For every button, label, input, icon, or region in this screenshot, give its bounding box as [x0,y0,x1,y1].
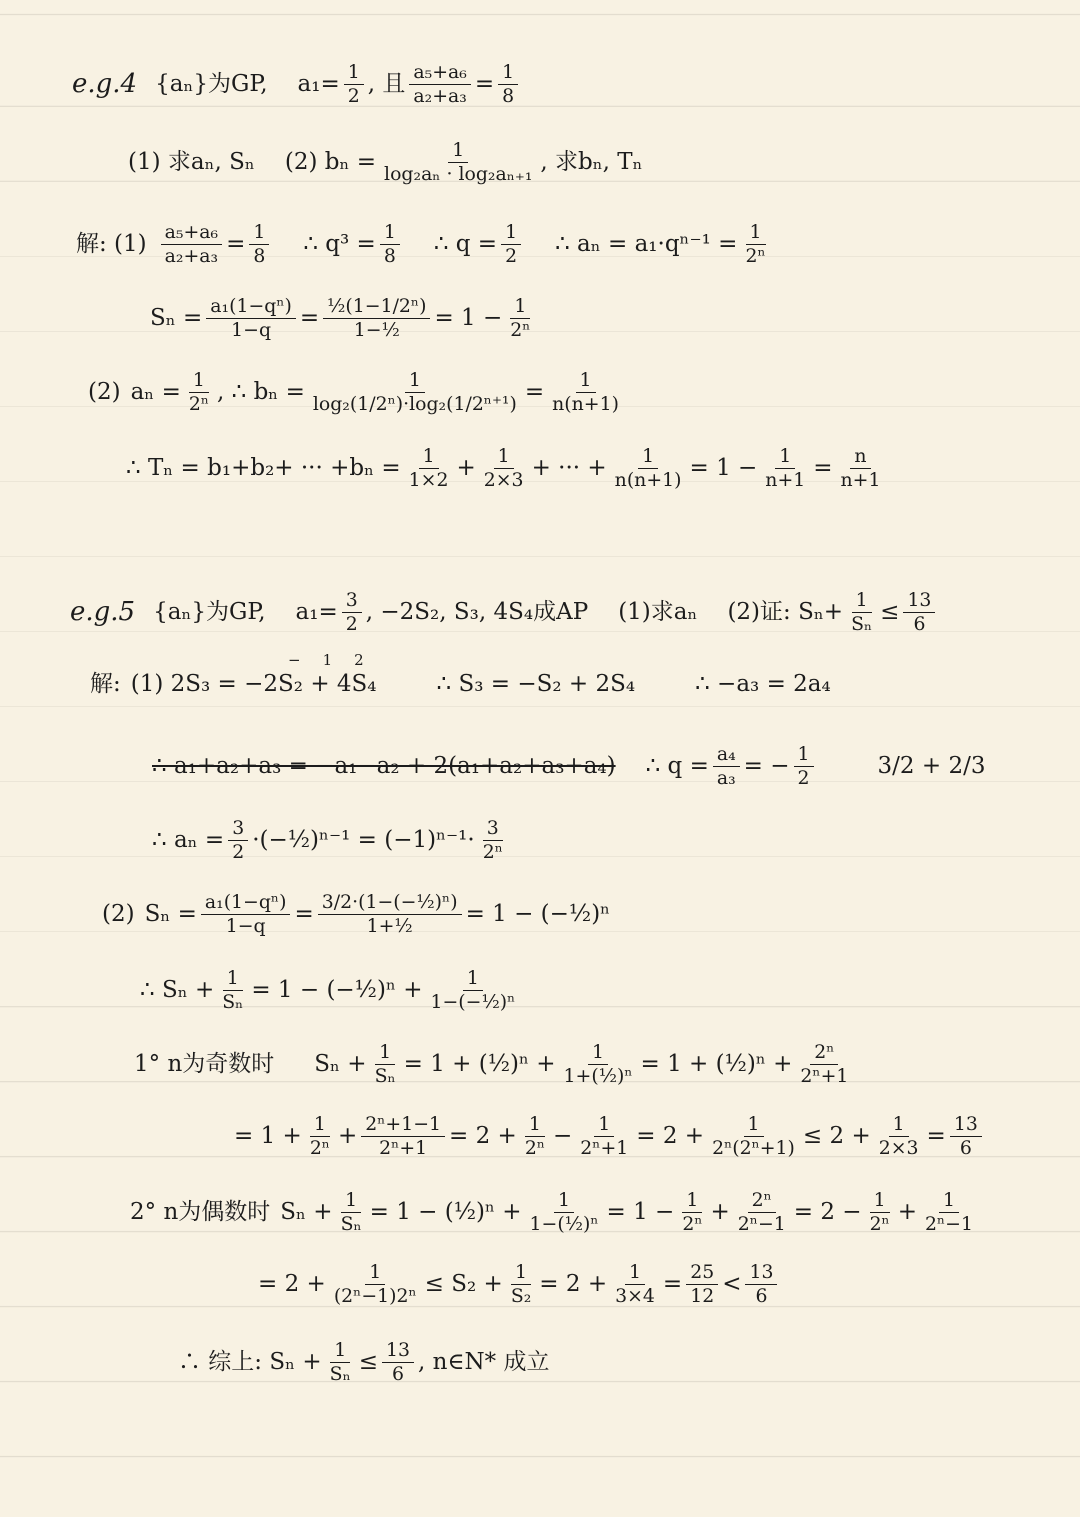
eg4-questions [128,140,1080,184]
fraction: $\frac{n}{n+1}$ [840,445,881,491]
fraction: $\frac{1}{\text{Sₙ}}$ [374,1041,396,1087]
side-note: 3/2 + 2/3 [877,752,986,779]
fraction: $\frac{1}{\text{2ⁿ}}$ [510,295,531,341]
fraction: $\frac{1}{\text{Sₙ}}$ [329,1339,351,1385]
fraction: $\frac{1}{\text{Sₙ}}$ [222,967,244,1013]
fraction: $\frac{1}{\text{2ⁿ}}$ [188,369,210,415]
fraction: $\frac{1}{8}$ [249,222,269,266]
fraction: $\frac{1}{\text{1−(½)ⁿ}}$ [529,1189,599,1235]
eg4-question-1: (1) 求aₙ, Sₙ [128,148,255,175]
fraction: $\frac{13}{6}$ [382,1340,414,1384]
fraction: $\frac{13}{6}$ [950,1114,982,1158]
solution-label: 解: (1) [76,230,147,257]
fraction: $\frac{13}{6}$ [745,1262,777,1306]
fraction: $\frac{1}{\text{log₂aₙ · log₂aₙ₊₁}}$ [384,139,533,185]
eg5-question-2: (2)证: Sₙ+ [727,598,844,625]
eg5-sum: ∴ Sₙ + $\frac{1}{\text{Sₙ}}$ = 1 − (−½)ⁿ + $\frac{1}{\text{1−(−½)ⁿ}}$ [140,968,1080,1012]
fraction: $\frac{1}{\text{Sₙ}}$ [851,589,873,635]
eg5-case-odd: 1° n为奇数时 Sₙ + $\frac{1}{\text{Sₙ}}$ = 1 + (½)ⁿ + $\frac{1}{\text{1+(½)ⁿ}}$ = 1 + (½)ⁿ + $\frac{\text{2ⁿ}}{\text{2ⁿ+1}}$ [134,1042,1080,1086]
fraction: $\frac{1}{\text{2ⁿ+1}}$ [580,1113,629,1159]
fraction: $\frac{3}{2}$ [228,818,248,862]
fraction: $\frac{1}{2}$ [794,744,814,788]
fraction: $\frac{1}{8}$ [380,222,400,266]
fraction: $\frac{1}{\text{(2ⁿ−1)2ⁿ}}$ [333,1261,417,1307]
eg5-problem: e.g.5 {aₙ}为GP, a₁= $\frac{3}{2}$ , −2S₂, S₃, 4S₄成AP (1)求aₙ (2)证: Sₙ+ $\frac{1}{\text{Sₙ}}$ ≤ $\frac{13}{6}$ [70,590,1080,634]
fraction: $\frac{1}{\text{2ⁿ}}$ [524,1113,546,1159]
eg5-case-even: 2° n为偶数时 Sₙ + $\frac{1}{\text{Sₙ}}$ = 1 − (½)ⁿ + $\frac{1}{\text{1−(½)ⁿ}}$ = 1 − $\frac{1}{\text{2ⁿ}}$ + $\frac{\text{2ⁿ}}{\text{2ⁿ−1}}$ = 2 − $\frac{1}{\text{2ⁿ}}$ + $\frac{1}{\text{2ⁿ−1}}$ [130,1190,1080,1234]
fraction: $\frac{1}{n(n+1)}$ [552,369,619,415]
eg5-case-odd-cont: = 1 + $\frac{1}{\text{2ⁿ}}$ + $\frac{\text{2ⁿ+1−1}}{\text{2ⁿ+1}}$ = 2 + $\frac{1}{\text{2ⁿ}}$ − $\frac{1}{\text{2ⁿ+1}}$ = 2 + $\frac{1}{\text{2ⁿ(2ⁿ+1)}}$ ≤ 2 + $\frac{1}{2\times 3}$ = $\frac{13}{6}$ [234,1114,1080,1158]
fraction: $\frac{1}{\text{1+(½)ⁿ}}$ [563,1041,633,1087]
eg4-solution-2: (2) aₙ = $\frac{1}{\text{2ⁿ}}$ , ∴ bₙ = $\frac{1}{\text{log₂(1/2ⁿ)·log₂(1/2ⁿ⁺¹)}}$ = $\frac{1}{n(n+1)}$ [88,370,1080,414]
fraction: $\frac{\text{a₁(1−qⁿ)}}{1-q}$ [201,892,291,936]
fraction: $\frac{1}{\text{1−(−½)ⁿ}}$ [430,967,516,1013]
fraction: $\frac{1}{\text{2ⁿ}}$ [682,1189,703,1235]
fraction: $\frac{1}{\text{2ⁿ(2ⁿ+1)}}$ [712,1113,795,1159]
eg4-set: {aₙ}为GP, [155,70,268,97]
fraction: $\frac{\text{3/2·(1−(−½)ⁿ)}}{\text{1+½}}$ [318,892,462,936]
eg5-marks: −1 2 [288,651,386,669]
eg5-solution-2: ∴ a₁+a₂+a₃ = −a₁−a₂ + 2(a₁+a₂+a₃+a₄) ∴ q = $\frac{\text{a₄}}{\text{a₃}}$ = − $\frac{1}{2}$ 3/2 + 2/3 [152,743,986,789]
fraction: $\frac{1}{2\times 3}$ [878,1113,919,1159]
eg4-tn: ∴ Tₙ = b₁+b₂+ ··· +bₙ = $\frac{1}{1\times 2}$ + $\frac{1}{2\times 3}$ + ··· + $\frac{1}{n(n+1)}$ = 1 − $\frac{1}{n+1}$ = $\frac{n}{n+1}$ [126,446,1080,490]
fraction: $\frac{\text{2ⁿ}}{\text{2ⁿ−1}}$ [737,1189,786,1235]
fraction: $\frac{\text{a₅+a₆}}{\text{a₂+a₃}}$ [409,62,470,106]
fraction: $\frac{1}{\text{S₂}}$ [510,1261,532,1307]
fraction: $\frac{1}{\text{2ⁿ−1}}$ [925,1189,973,1235]
fraction: $\frac{\text{a₁(1−qⁿ)}}{1-q}$ [206,296,296,340]
eg5-an: ∴ aₙ = $\frac{3}{2}$ ·(−½)ⁿ⁻¹ = (−1)ⁿ⁻¹· $\frac{3}{\text{2ⁿ}}$ [152,818,1080,862]
fraction: $\frac{1}{2\times 3}$ [483,445,524,491]
eg5-solution-1: 解: (1) 2S₃ = −2S₂ + 4S₄ ∴ S₃ = −S₂ + 2S₄ ∴ −a₃ = 2a₄ [90,671,831,697]
eg4-sn: Sₙ = $\frac{\text{a₁(1−qⁿ)}}{1-q}$ = $\frac{\text{½(1−1/2ⁿ)}}{\text{1−½}}$ = 1 − $\frac{1}{\text{2ⁿ}}$ [150,296,1080,340]
eg4-solution-1: 解: (1) $\frac{\text{a₅+a₆}}{\text{a₂+a₃}}$ = $\frac{1}{8}$ ∴ q³ = $\frac{1}{8}$ ∴ q = $\frac{1}{2}$ ∴ aₙ = a₁·qⁿ⁻¹ = $\frac{1}{\text{2ⁿ}}$ [76,222,1080,266]
eg5-tag: e.g.5 [70,596,136,627]
eg4-problem: e.g.4 {aₙ}为GP, a₁= $\frac{1}{2}$ , 且 $\frac{\text{a₅+a₆}}{\text{a₂+a₃}}$ = $\frac{1}{8}$ [72,62,1080,106]
fraction: $\frac{\text{a₅+a₆}}{\text{a₂+a₃}}$ [161,222,222,266]
eg5-question-1: (1)求aₙ [618,598,698,625]
eg4-tag: e.g.4 [72,68,138,99]
fraction: $\frac{1}{3\times 4}$ [615,1261,655,1307]
fraction: $\frac{13}{6}$ [903,590,935,634]
fraction: $\frac{\text{2ⁿ+1−1}}{\text{2ⁿ+1}}$ [361,1114,445,1158]
fraction: $\frac{1}{\text{2ⁿ}}$ [745,221,766,267]
solution-label: 解: [90,671,121,697]
fraction: $\frac{1}{\text{Sₙ}}$ [340,1189,362,1235]
fraction: $\frac{25}{12}$ [686,1262,718,1306]
fraction: $\frac{1}{2}$ [501,222,521,266]
fraction: $\frac{1}{\text{2ⁿ}}$ [309,1113,330,1159]
fraction: $\frac{1}{n+1}$ [765,445,806,491]
fraction: $\frac{\text{a₄}}{\text{a₃}}$ [713,744,740,788]
fraction: $\frac{1}{8}$ [498,62,518,106]
fraction: $\frac{1}{\text{2ⁿ}}$ [869,1189,890,1235]
fraction: $\frac{1}{2}$ [344,62,364,106]
fraction: $\frac{\text{2ⁿ}}{\text{2ⁿ+1}}$ [800,1041,849,1087]
fraction: $\frac{\text{½(1−1/2ⁿ)}}{\text{1−½}}$ [323,296,430,340]
eg4-a1: a₁= [297,70,340,97]
eg5-sn: (2) Sₙ = $\frac{\text{a₁(1−qⁿ)}}{1-q}$ = $\frac{\text{3/2·(1−(−½)ⁿ)}}{\text{1+½}}$ = 1 − (−½)ⁿ [102,891,611,937]
fraction: $\frac{1}{1\times 2}$ [408,445,449,491]
fraction: $\frac{3}{\text{2ⁿ}}$ [482,817,503,863]
fraction: $\frac{1}{\text{log₂(1/2ⁿ)·log₂(1/2ⁿ⁺¹)}}$ [312,369,517,415]
eg5-conclusion: ∴ 综上: Sₙ + $\frac{1}{\text{Sₙ}}$ ≤ $\frac{13}{6}$ , n∈N* 成立 [178,1339,550,1385]
fraction: $\frac{1}{n(n+1)}$ [614,445,682,491]
eg4-question-tail: , 求bₙ, Tₙ [540,148,643,175]
eg4-question-2: (2) bₙ = [284,148,377,175]
eg5-case-even-cont: = 2 + $\frac{1}{\text{(2ⁿ−1)2ⁿ}}$ ≤ S₂ + $\frac{1}{\text{S₂}}$ = 2 + $\frac{1}{3\times 4}$ = $\frac{25}{12}$ < $\frac{13}{6}$ [258,1262,1080,1306]
eg4-and: , 且 [367,70,406,97]
fraction: $\frac{3}{2}$ [342,590,362,634]
